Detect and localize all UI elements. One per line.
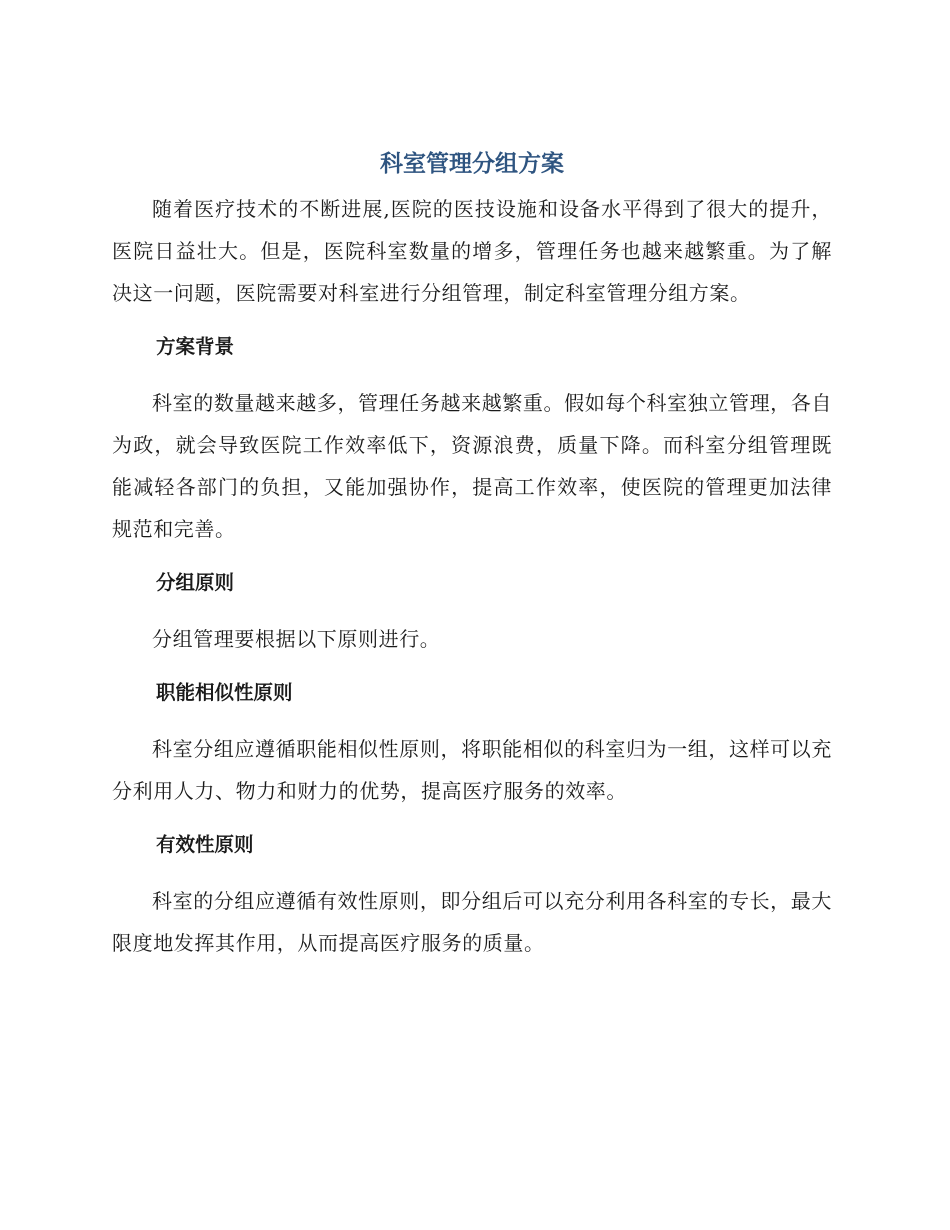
document-title: 科室管理分组方案 [380,151,564,177]
section-heading-principles: 分组原则 [156,571,235,594]
section-heading-similarity: 职能相似性原则 [156,681,293,704]
document-page [112,140,832,964]
section-heading-background: 方案背景 [156,335,235,358]
section-body-background: 科室的数量越来越多，管理任务越来越繁重。假如每个科室独立管理，各自为政，就会导致医院工作效率低下，资源浪费，质量下降。而科室分组管理既能减轻各部门的负担，又能加强协作，提高工作效率，使医院的管理更加法律规范和完善。 [112,391,832,541]
section-heading-effectiveness: 有效性原则 [156,833,254,856]
section-body-principles: 分组管理要根据以下原则进行。 [152,627,441,651]
section-body-similarity: 科室分组应遵循职能相似性原则，将职能相似的科室归为一组，这样可以充分利用人力、物力和财力的优势，提高医疗服务的效率。 [112,737,832,803]
section-body-effectiveness: 科室的分组应遵循有效性原则，即分组后可以充分利用各科室的专长，最大限度地发挥其作用，从而提高医疗服务的质量。 [112,889,832,955]
intro-paragraph: 随着医疗技术的不断进展,医院的医技设施和设备水平得到了很大的提升，医院日益壮大。但是，医院科室数量的增多，管理任务也越来越繁重。为了解决这一问题，医院需要对科室进行分组管理，制定科室管理分组方案。 [112,197,832,305]
